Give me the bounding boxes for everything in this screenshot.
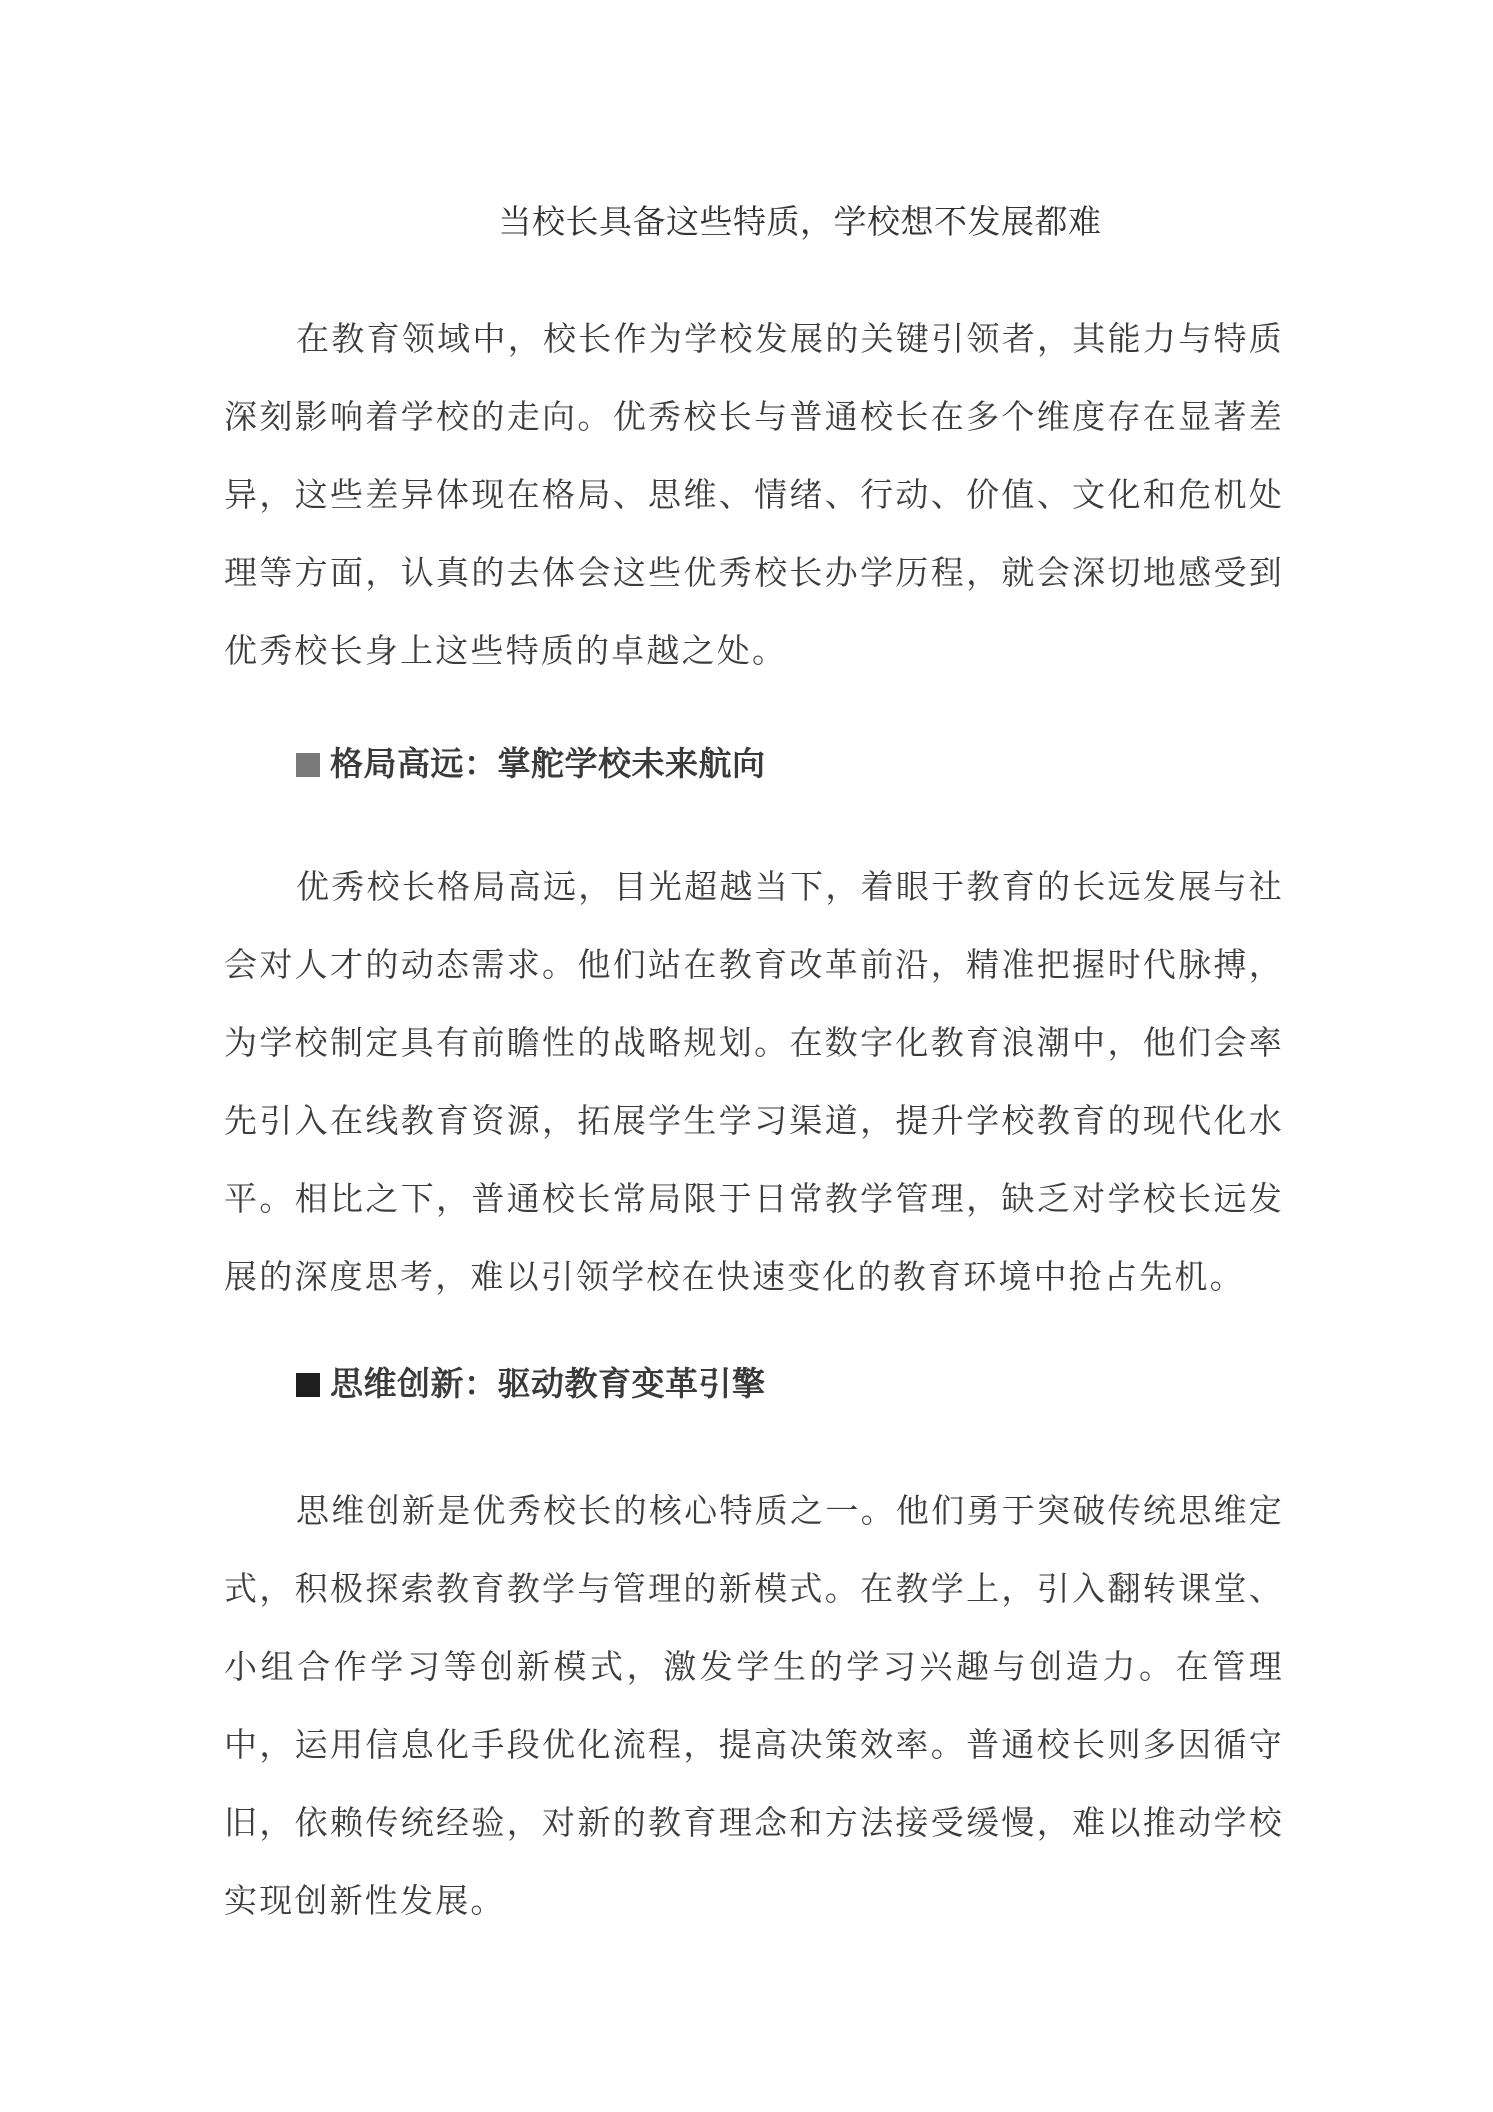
intro-paragraph: 在教育领域中，校长作为学校发展的关键引领者，其能力与特质深刻影响着学校的走向。优秀校长与普通校长在多个维度存在显著差异，这些差异体现在格局、思维、情绪、行动、价值、文化和危机处理等方面，认真的去体会这些优秀校长办学历程，就会深切地感受到优秀校长身上这些特质的卓越之处。 xyxy=(224,319,1284,670)
gray-square-icon xyxy=(296,753,320,777)
section-heading-vision xyxy=(296,738,766,790)
section-paragraph-vision: 优秀校长格局高远，目光超越当下，着眼于教育的长远发展与社会对人才的动态需求。他们站在教育改革前沿，精准把握时代脉搏，为学校制定具有前瞻性的战略规划。在数字化教育浪潮中，他们会率先引入在线教育资源，拓展学生学习渠道，提升学校教育的现代化水平。相比之下，普通校长常局限于日常教学管理，缺乏对学校长远发展的深度思考，难以引领学校在快速变化的教育环境中抢占先机。 xyxy=(224,867,1284,1296)
document-title: 当校长具备这些特质，学校想不发展都难 xyxy=(498,202,1102,241)
section-heading-innovation xyxy=(296,1358,766,1410)
section-heading-text: 思维创新：驱动教育变革引擎 xyxy=(330,1364,766,1403)
section-paragraph-innovation: 思维创新是优秀校长的核心特质之一。他们勇于突破传统思维定式，积极探索教育教学与管理的新模式。在教学上，引入翻转课堂、小组合作学习等创新模式，激发学生的学习兴趣与创造力。在管理中，运用信息化手段优化流程，提高决策效率。普通校长则多因循守旧，依赖传统经验，对新的教育理念和方法接受缓慢，难以推动学校实现创新性发展。 xyxy=(224,1491,1284,1920)
black-square-icon xyxy=(296,1373,320,1397)
section-heading-text: 格局高远：掌舵学校未来航向 xyxy=(330,744,766,783)
